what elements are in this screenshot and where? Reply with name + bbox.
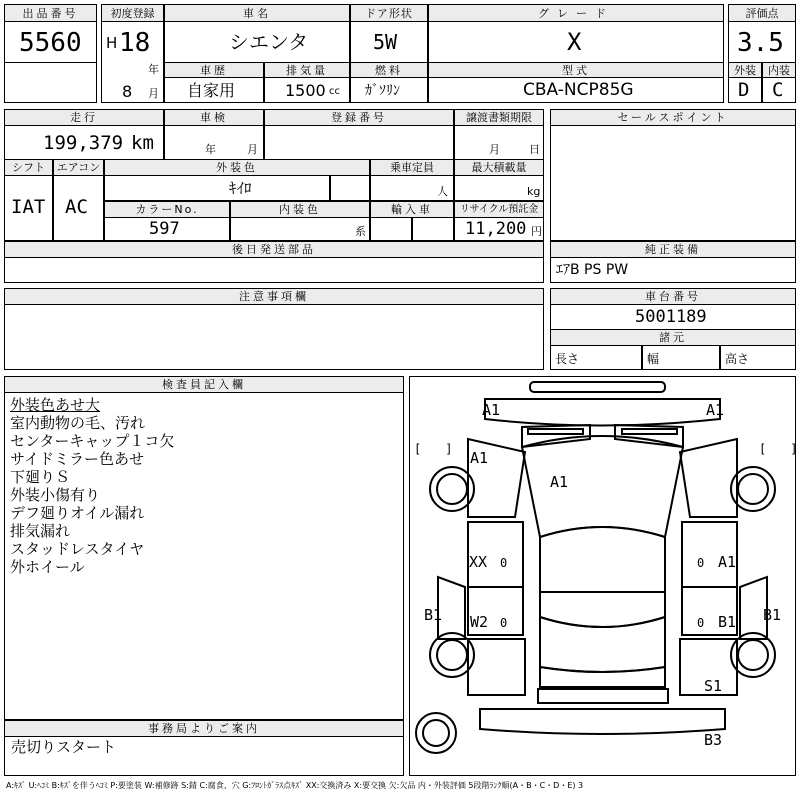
registration-month: 8 <box>122 82 133 101</box>
aircon: AC <box>65 196 88 218</box>
fuel-cell <box>350 77 428 103</box>
registration-no-cell <box>264 125 454 160</box>
interior-color-unit: 系 <box>355 225 366 238</box>
inspector-note: 下廻りＳ <box>10 468 71 486</box>
mark-door-rear-right: B1 <box>718 613 737 631</box>
inspector-note: デフ廻りオイル漏れ <box>10 504 145 522</box>
length-label: 長さ <box>555 352 580 366</box>
era: H <box>106 34 118 52</box>
shift-label: シフト <box>4 159 53 176</box>
car-name-label: 車名 <box>164 4 350 22</box>
transfer-deadline-cell <box>454 125 544 160</box>
car-name-cell <box>164 21 350 63</box>
inspector-note: 外装小傷有り <box>10 486 101 504</box>
registration-year: 18 <box>119 28 151 58</box>
transfer-day-unit: 日 <box>529 143 540 156</box>
max-load-cell <box>454 175 544 201</box>
notes-label: 注意事項欄 <box>4 288 544 305</box>
interior-color-cell <box>230 217 370 241</box>
width-label: 幅 <box>647 352 660 366</box>
inspector-note: サイドミラー色あせ <box>10 450 144 468</box>
rear-bumper-top <box>538 689 668 703</box>
door-type-label: ドア形状 <box>350 4 428 22</box>
grade-cell <box>428 21 724 63</box>
front-left-wheel-inner <box>437 474 467 504</box>
max-load-label: 最大積載量 <box>454 159 544 176</box>
interior-grade-cell <box>762 77 796 103</box>
interior-label: 内装 <box>762 62 796 78</box>
exterior-color-label: 外装色 <box>104 159 370 176</box>
inspector-note: 外装色あせ大 <box>10 396 101 414</box>
front-bumper-top <box>530 382 665 392</box>
displacement-label: 排気量 <box>264 62 350 78</box>
model-code: CBA-NCP85G <box>523 80 634 100</box>
lot-number: 5560 <box>19 28 82 58</box>
mark-side-right: B1 <box>763 606 782 624</box>
color-number: 597 <box>149 219 180 239</box>
history-cell <box>164 77 264 103</box>
interior-grade: C <box>772 79 784 101</box>
model-label: 型式 <box>428 62 724 78</box>
color-no-label: カラーNo. <box>104 201 230 218</box>
mark-front-left: A1 <box>482 401 501 419</box>
evaluation-score: 3.5 <box>737 28 784 58</box>
tailgate <box>540 667 665 687</box>
month-unit: 月 <box>148 87 159 100</box>
equipment: ｴｱB PS PW <box>556 262 629 278</box>
mark-door-front-right: A1 <box>718 553 737 571</box>
chassis-label: 車台番号 <box>550 288 796 305</box>
spare-wheel-inner <box>423 720 449 746</box>
office-notice-label: 事務局よりご案内 <box>4 720 404 737</box>
recycle-unit: 円 <box>531 225 542 238</box>
transfer-deadline-label: 譲渡書類期限 <box>454 109 544 126</box>
equipment-cell <box>550 257 796 283</box>
first-registration-label: 初度登録 <box>101 4 164 22</box>
rear-glass <box>540 617 665 672</box>
front-right-fender <box>680 439 737 517</box>
shift-cell <box>4 175 53 241</box>
fuel-label: 燃料 <box>350 62 428 78</box>
car-name: シエンタ <box>229 30 309 54</box>
length-cell <box>550 345 642 370</box>
grade-label: グレード <box>428 4 724 22</box>
inspector-note: 排気漏れ <box>10 522 71 540</box>
interior-color-label: 内装色 <box>230 201 370 218</box>
score-cell <box>728 21 796 63</box>
mark-front-right: A1 <box>706 401 725 419</box>
hood <box>522 436 683 537</box>
mark-side-left: B1 <box>424 606 443 624</box>
grade: X <box>567 28 582 56</box>
mileage-cell <box>4 125 164 160</box>
rear-bumper <box>480 709 725 734</box>
capacity-unit: 人 <box>437 185 448 198</box>
inspection-cell <box>164 125 264 160</box>
transfer-month-unit: 月 <box>489 143 500 156</box>
left-bracket: [ ] <box>414 442 453 456</box>
history-label: 車歴 <box>164 62 264 78</box>
door-type: 5W <box>373 30 398 54</box>
later-parts-cell <box>4 257 544 283</box>
recycle-label: リサイクル預託金 <box>454 201 544 218</box>
displacement-cell <box>264 77 350 103</box>
inspector-note: センターキャップ１コ欠 <box>10 432 175 450</box>
mileage: 199,379 <box>43 132 124 154</box>
rear-left-fender <box>468 639 525 695</box>
inspection-label: 車検 <box>164 109 264 126</box>
model-cell <box>428 77 724 103</box>
sales-point-cell <box>550 125 796 241</box>
mark-rear-right: S1 <box>704 677 723 695</box>
rear-right-wheel-inner <box>738 640 768 670</box>
exterior-color-cell <box>104 175 330 201</box>
shift: IAT <box>11 196 46 218</box>
recycle-cell <box>454 217 544 241</box>
zero-mark: 0 <box>500 556 508 570</box>
exterior-label: 外装 <box>728 62 762 78</box>
chassis-number: 5001189 <box>635 307 707 327</box>
max-load-unit: kg <box>527 185 541 198</box>
glass-strip-left <box>528 429 583 434</box>
mileage-label: 走行 <box>4 109 164 126</box>
fuel: ｶﾞｿﾘﾝ <box>365 83 400 99</box>
aircon-cell <box>53 175 104 241</box>
rear-left-wheel-inner <box>437 640 467 670</box>
damage-legend: A:ｷｽﾞ U:ﾍｺﾐ B:ｷｽﾞを伴うﾍｺﾐ P:要塗装 W:補修跡 S:錆 C:腐食、穴 G:ﾌﾛﾝﾄｶﾞﾗｽ点ｷｽﾞ XX:交換済み X:要交換 欠:欠品 内・外装評価 5段階ﾗﾝｸ順(A・B・C・D・E) 3 <box>6 781 584 790</box>
zero-mark: 0 <box>500 616 508 630</box>
zero-mark: 0 <box>697 616 705 630</box>
import-cell-b <box>412 217 454 241</box>
office-notice: 売切りスタート <box>11 738 117 756</box>
mileage-unit: km <box>131 132 154 154</box>
roof-front <box>540 527 665 592</box>
capacity-cell <box>370 175 454 201</box>
later-parts-label: 後日発送部品 <box>4 241 544 258</box>
import-cell-a <box>370 217 412 241</box>
width-cell <box>642 345 720 370</box>
exterior-grade: D <box>738 79 750 101</box>
exterior-color-extra <box>330 175 370 201</box>
first-registration-cell <box>101 21 164 103</box>
inspector-note: 外ホイール <box>10 558 85 576</box>
office-notice-cell <box>4 736 404 776</box>
mark-rear: B3 <box>704 731 723 749</box>
recycle-fee: 11,200 <box>465 219 527 239</box>
inspection-year-unit: 年 <box>205 143 216 156</box>
lot-number-cell <box>4 21 97 63</box>
inspector-notes-label: 検査員記入欄 <box>4 376 404 393</box>
car-diagram-svg <box>410 377 795 775</box>
exterior-grade-cell <box>728 77 762 103</box>
lot-number-label: 出品番号 <box>4 4 97 22</box>
inspector-notes-list <box>10 396 174 576</box>
specs-label: 諸元 <box>550 329 796 346</box>
front-right-wheel-inner <box>738 474 768 504</box>
mark-hood-left: A1 <box>470 449 489 467</box>
height-label: 高さ <box>725 352 750 366</box>
score-label: 評価点 <box>728 4 796 22</box>
sales-point-label: セールスポイント <box>550 109 796 126</box>
color-no-cell <box>104 217 230 241</box>
history: 自家用 <box>187 81 236 100</box>
mark-door-front-left: XX <box>469 553 488 571</box>
lot-number-blank <box>4 62 97 103</box>
height-cell <box>720 345 796 370</box>
inspection-month-unit: 月 <box>247 143 258 156</box>
door-type-cell <box>350 21 428 63</box>
front-bumper <box>485 399 720 426</box>
mark-hood: A1 <box>550 473 569 491</box>
mark-door-rear-left: W2 <box>470 613 489 631</box>
displacement: 1500 <box>285 81 326 100</box>
displacement-unit: cc <box>329 86 340 97</box>
car-diagram <box>409 376 796 776</box>
registration-no-label: 登録番号 <box>264 109 454 126</box>
zero-mark: 0 <box>697 556 705 570</box>
capacity-label: 乗車定員 <box>370 159 454 176</box>
right-bracket: [ ] <box>759 442 795 456</box>
damage-marks <box>424 401 781 749</box>
year-unit: 年 <box>148 63 159 76</box>
import-label: 輸入車 <box>370 201 454 218</box>
equipment-label: 純正装備 <box>550 241 796 258</box>
aircon-label: エアコン <box>53 159 104 176</box>
glass-strip-right <box>622 429 677 434</box>
notes-cell <box>4 304 544 370</box>
inspector-note: スタッドレスタイヤ <box>10 540 145 558</box>
chassis-cell <box>550 304 796 330</box>
inspector-note: 室内動物の毛、汚れ <box>10 414 146 432</box>
exterior-color: ｷｲﾛ <box>229 179 252 197</box>
